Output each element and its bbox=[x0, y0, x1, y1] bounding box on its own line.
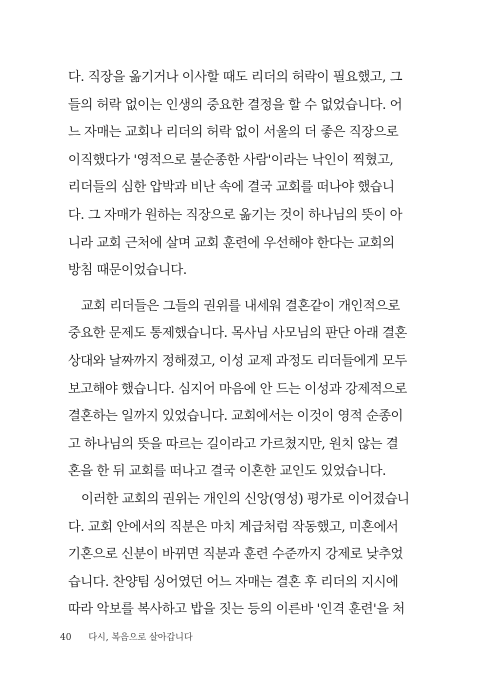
text-line: 결혼하는 일까지 있었습니다. 교회에서는 이것이 영적 순종이 bbox=[68, 409, 404, 425]
text-line: 다. 그 자매가 원하는 직장으로 옮기는 것이 하나님의 뜻이 아 bbox=[68, 207, 403, 223]
text-line: 이직했다가 '영적으로 불순종한 사람'이라는 낙인이 찍혔고, bbox=[68, 152, 394, 168]
text-line: 보고해야 했습니다. 심지어 마음에 안 드는 이성과 강제적으로 bbox=[68, 381, 407, 397]
paragraph-2 bbox=[68, 293, 432, 486]
text-line: 느 자매는 교회나 리더의 허락 없이 서울의 더 좋은 직장으로 bbox=[68, 125, 399, 141]
text-line: 다. 교회 안에서의 직분은 마치 계급처럼 작동했고, 미혼에서 bbox=[68, 519, 399, 535]
paragraph-3 bbox=[68, 486, 432, 624]
text-line: 따라 악보를 복사하고 밥을 짓는 등의 이른바 '인격 훈련'을 처 bbox=[68, 602, 405, 618]
text-line: 방침 때문이었습니다. bbox=[68, 263, 187, 279]
body-text bbox=[68, 64, 432, 624]
page-footer bbox=[60, 630, 193, 643]
text-line: 기혼으로 신분이 바뀌면 직분과 훈련 수준까지 강제로 낮추었 bbox=[68, 547, 404, 563]
text-line: 리더들의 심한 압박과 비난 속에 결국 교회를 떠나야 했습니 bbox=[68, 180, 395, 196]
text-line: 습니다. 찬양팀 싱어였던 어느 자매는 결혼 후 리더의 지시에 bbox=[68, 574, 399, 590]
page-number: 40 bbox=[60, 633, 72, 643]
text-line: 이러한 교회의 권위는 개인의 신앙(영성) 평가로 이어졌습니 bbox=[81, 491, 410, 507]
text-line: 들의 허락 없이는 인생의 중요한 결정을 할 수 없었습니다. 어 bbox=[68, 97, 403, 113]
text-line: 니라 교회 근처에 살며 교회 훈련에 우선해야 한다는 교회의 bbox=[68, 235, 395, 251]
text-line: 혼을 한 뒤 교회를 떠나고 결국 이혼한 교인도 있었습니다. bbox=[68, 464, 386, 480]
text-line: 다. 직장을 옮기거나 이사할 때도 리더의 허락이 필요했고, 그 bbox=[68, 70, 403, 85]
running-title: 다시, 복음으로 살아갑니다 bbox=[88, 633, 193, 643]
text-line: 고 하나님의 뜻을 따르는 길이라고 가르쳤지만, 원치 않는 결 bbox=[68, 436, 399, 452]
text-line: 상대와 날짜까지 정해졌고, 이성 교제 과정도 리더들에게 모두 bbox=[68, 353, 407, 369]
paragraph-1 bbox=[68, 64, 432, 285]
text-line: 교회 리더들은 그들의 권위를 내세워 결혼같이 개인적으로 bbox=[81, 298, 400, 314]
text-line: 중요한 문제도 통제했습니다. 목사님 사모님의 판단 아래 결혼 bbox=[68, 326, 407, 342]
